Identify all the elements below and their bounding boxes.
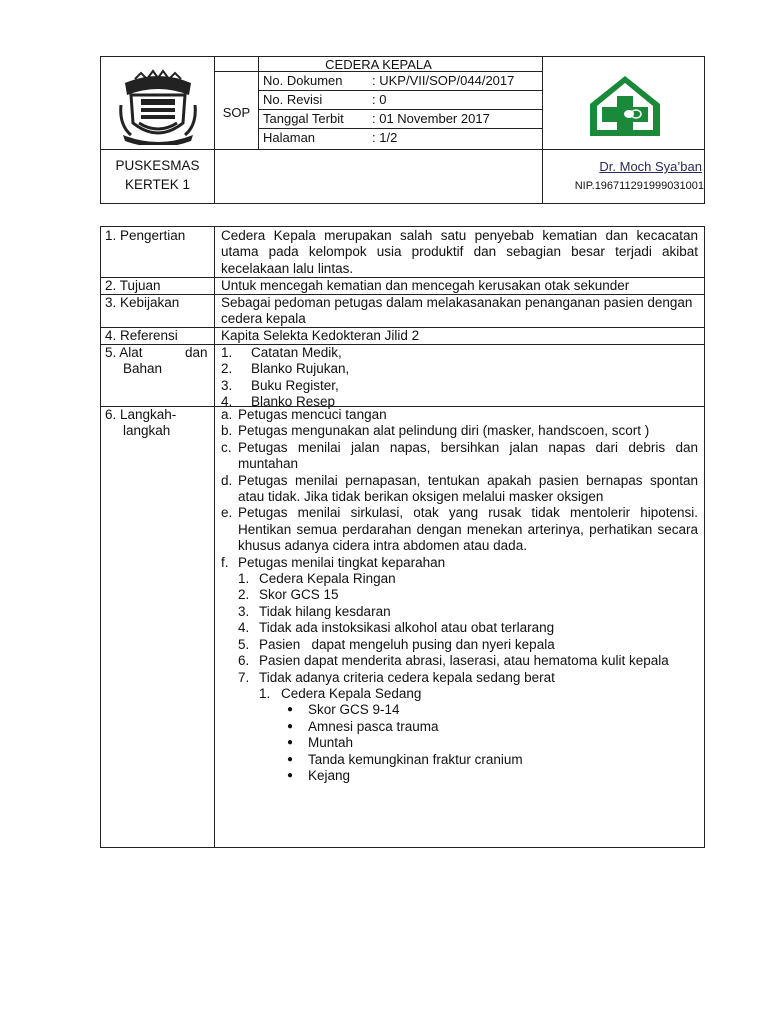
sop-label: SOP: [222, 105, 251, 120]
signer-nip: NIP.196711291999031001: [574, 180, 704, 192]
puskesmas-logo: [588, 74, 662, 138]
doc-number-value: : UKP/VII/SOP/044/2017: [372, 73, 515, 88]
step-item: e. Petugas menilai sirkulasi, otak yang rusak tidak mentolerir hipotensi. Hentikan semua perdarahan dengan menekan arterinya, perhatikan secara khusus adanya cidera intra abdomen atau dada.: [221, 505, 698, 554]
bullet-item: ● Amnesi pasca trauma: [281, 719, 698, 735]
sub-list-item: 4. Tidak ada instoksikasi alkohol atau obat terlarang: [238, 620, 555, 636]
divider: [101, 149, 704, 150]
kebijakan-label: 3. Kebijakan: [105, 295, 180, 310]
alat-list: [221, 345, 698, 411]
doc-number-label: No. Dokumen: [263, 73, 343, 88]
sub-list-item: 3. Tidak hilang kesdaran: [238, 603, 391, 619]
list-item: 2. Blanko Rujukan,: [221, 361, 350, 377]
sub-list-item: 1. Cedera Kepala Ringan: [238, 571, 396, 587]
bullet-list: [259, 702, 698, 784]
page-label: Halaman: [263, 130, 316, 145]
bullet-icon: ●: [287, 769, 294, 781]
pengertian-text: Cedera Kepala merupakan salah satu penyebab kematian dan kecacatan utama pada kelompok usia produktif dan sebagian besar terjadi akibat kecelakaan lalu lintas.: [221, 228, 698, 276]
sub-list-item: 7. Tidak adanya criteria cedera kepala sedang berat: [238, 669, 555, 685]
step-item: b. Petugas mengunakan alat pelindung diri (masker, handscoen, scort ): [221, 423, 650, 439]
divider: [214, 57, 215, 203]
bullet-icon: ●: [287, 720, 294, 732]
signer-name: Dr. Moch Sya’ban: [599, 159, 702, 174]
sub-list-item: 2. Skor GCS 15: [238, 587, 339, 603]
bullet-icon: ●: [287, 704, 294, 716]
document-title: CEDERA KEPALA: [325, 57, 432, 72]
divider: [258, 109, 542, 110]
bullet-item: ● Kejang: [281, 768, 698, 784]
langkah-label-2: langkah: [123, 423, 171, 438]
tujuan-text: Untuk mencegah kematian dan mencegah kerusakan otak sekunder: [221, 278, 630, 293]
org-name-line1: PUSKESMAS: [115, 158, 200, 173]
sub-list-item: 6. Pasien dapat menderita abrasi, laserasi, atau hematoma kulit kepala: [238, 653, 669, 669]
sop-content-table: [100, 226, 705, 848]
step-item: d. Petugas menilai pernapasan, tentukan apakah pasien bernapas spontan atau tidak. Jika tidak berikan oksigen melalui masker oksigen: [221, 472, 698, 505]
bullet-item: ● Muntah: [281, 735, 698, 751]
moderate-sublist: [238, 686, 698, 784]
bullet-icon: ●: [287, 753, 294, 765]
sop-header-table: [100, 56, 705, 204]
bullet-item: ● Tanda kemungkinan fraktur cranium: [281, 752, 698, 768]
severity-sublist: [221, 571, 698, 784]
divider: [258, 90, 542, 91]
issue-date-label: Tanggal Terbit: [263, 111, 344, 126]
tujuan-label: 2. Tujuan: [105, 278, 161, 293]
sub-sub-item: 1. Cedera Kepala Sedang: [259, 685, 422, 701]
issue-date-value: : 01 November 2017: [372, 111, 490, 126]
list-item: 4. Blanko Resep: [221, 394, 336, 410]
referensi-text: Kapita Selekta Kedokteran Jilid 2: [221, 328, 420, 343]
step-item: f. Petugas menilai tingkat keparahan: [221, 554, 446, 570]
regional-emblem-logo: [117, 65, 199, 145]
step-item: a. Petugas mencuci tangan: [221, 407, 387, 422]
page-value: : 1/2: [372, 130, 398, 145]
alat-label-dan: dan: [185, 345, 208, 360]
revision-value: : 0: [372, 92, 387, 107]
divider: [258, 128, 542, 129]
list-item: 3. Buku Register,: [221, 377, 339, 393]
divider: [214, 227, 215, 847]
langkah-label: 6. Langkah-: [105, 407, 177, 422]
kebijakan-text: Sebagai pedoman petugas dalam melakasanakan penanganan pasien dengan cedera kepala: [221, 295, 693, 327]
referensi-label: 4. Referensi: [105, 328, 178, 343]
list-item: 1. Catatan Medik,: [221, 345, 342, 360]
langkah-steps: [221, 407, 698, 784]
alat-label: 5. Alat: [105, 345, 143, 360]
bullet-item: ● Skor GCS 9-14: [281, 702, 698, 718]
step-item: c. Petugas menilai jalan napas, bersihkan jalan napas dari debris dan muntahan: [221, 439, 698, 472]
sub-list-item: 5. Pasien dapat mengeluh pusing dan nyeri kepala: [238, 636, 555, 652]
bullet-icon: ●: [287, 737, 294, 749]
pengertian-label: 1. Pengertian: [105, 228, 186, 243]
revision-label: No. Revisi: [263, 92, 323, 107]
alat-label-bahan: Bahan: [123, 361, 163, 376]
org-name-line2: KERTEK 1: [124, 177, 191, 192]
